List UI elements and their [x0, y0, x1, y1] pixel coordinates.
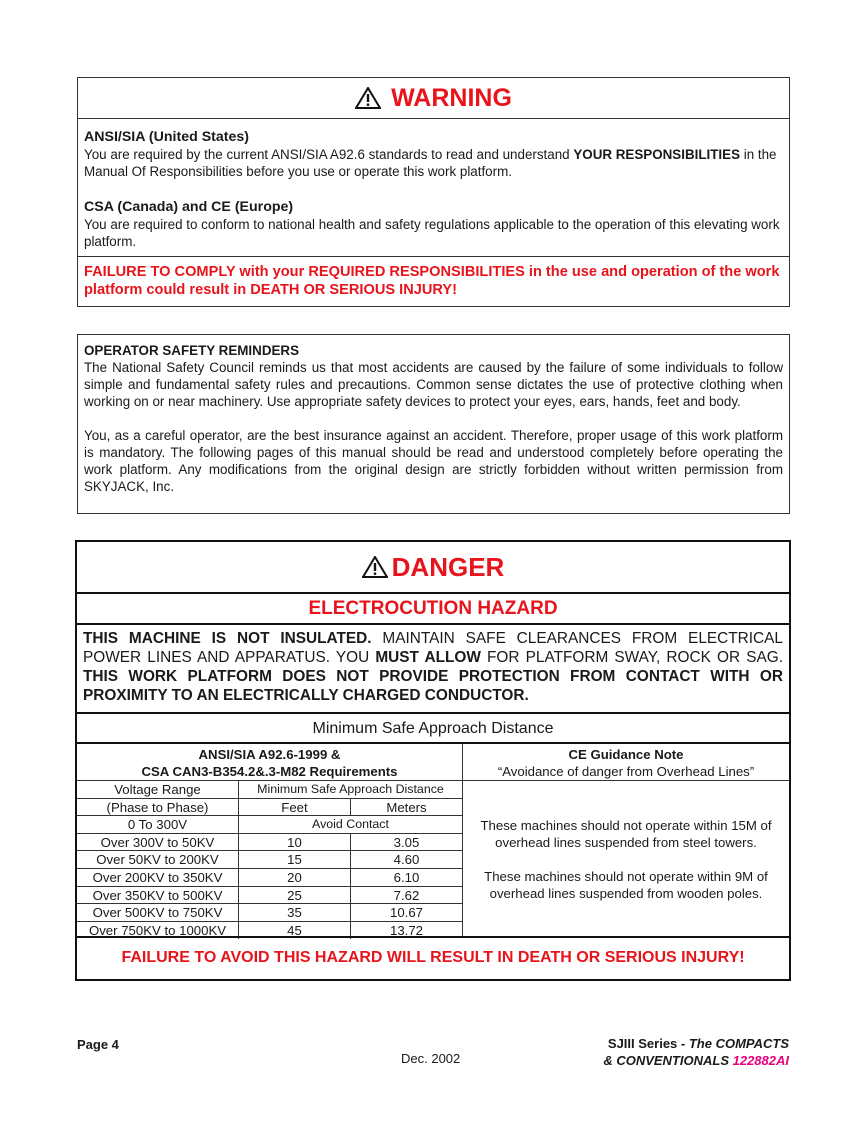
csa-heading: CSA (Canada) and CE (Europe): [84, 199, 294, 215]
ansi-csa-table: [77, 744, 462, 939]
ce-note-steel-towers: These machines should not operate within 15M of overhead lines suspended from steel towers.: [480, 818, 772, 850]
table-row: Over 500KV to 750KV 35 10.67: [77, 904, 462, 922]
table-row: Over 750KV to 1000KV 45 13.72: [77, 922, 462, 940]
danger-triangle-icon: [362, 556, 388, 578]
ce-note-wooden-poles: These machines should not operate within 9M of overhead lines suspended from wooden poles.: [484, 869, 768, 901]
ansi-heading: ANSI/SIA (United States): [84, 129, 250, 145]
reminders-heading: OPERATOR SAFETY REMINDERS: [84, 343, 300, 358]
ansi-csa-table-header: ANSI/SIA A92.6-1999 & CSA CAN3-B354.2&.3-M82 Requirements: [77, 744, 462, 781]
warning-title: WARNING: [391, 83, 512, 112]
warning-title-row: [78, 78, 789, 119]
table-header-row: (Phase to Phase) Feet Meters: [77, 799, 462, 817]
ce-guidance-header: CE Guidance Note “Avoidance of danger from Overhead Lines”: [463, 744, 789, 781]
danger-warning-text: THIS MACHINE IS NOT INSULATED. MAINTAIN SAFE CLEARANCES FROM ELECTRICAL POWER LINES AND APPARATUS. YOU MUST ALLOW FOR PLATFORM SWAY, ROCK OR SAG. THIS WORK PLATFORM DOES NOT PROVIDE PROTECTION FROM CONTACT WITH OR PROXIMITY TO AN ELECTRICALLY CHARGED CONDUCTOR.: [83, 630, 783, 704]
document-code: 122882AI: [732, 1053, 789, 1068]
footer-series: SJIII Series - The COMPACTS & CONVENTIONALS 122882AI: [603, 1036, 789, 1068]
ce-guidance-panel: [462, 744, 789, 938]
table-row: Over 200KV to 350KV 20 6.10: [77, 869, 462, 887]
safety-reminders-box: [77, 334, 790, 514]
warning-failure-text: FAILURE TO COMPLY with your REQUIRED RESPONSIBILITIES in the use and operation of the work platform could result in DEATH OR SERIOUS INJURY!: [78, 256, 789, 307]
warning-box: [77, 77, 790, 307]
ansi-text: You are required by the current ANSI/SIA A92.6 standards to read and understand YOUR RESPONSIBILITIES in the Manual Of Responsibilities before you use or operate this work platform.: [84, 147, 777, 179]
electrocution-hazard-heading: ELECTROCUTION HAZARD: [77, 594, 789, 625]
table-row: 0 To 300V Avoid Contact: [77, 816, 462, 834]
reminders-para-2: You, as a careful operator, are the best insurance against an accident. Therefore, proper usage of this work platform is mandatory. The following pages of this manual should be read and understood completely before operating the work platform. Any modifications from the original design are strictly forbidden without written permission from SKYJACK, Inc.: [84, 428, 783, 494]
page-number: Page 4: [77, 1037, 119, 1052]
danger-title: DANGER: [391, 551, 505, 582]
csa-section: [78, 198, 789, 250]
table-header-row: Voltage Range Minimum Safe Approach Distance: [77, 781, 462, 799]
ansi-section: [78, 128, 789, 180]
table-row: Over 300V to 50KV 10 3.05: [77, 834, 462, 852]
footer-date: Dec. 2002: [401, 1051, 461, 1066]
warning-triangle-icon: [355, 87, 381, 109]
table-row: Over 50KV to 200KV 15 4.60: [77, 851, 462, 869]
table-row: Over 350KV to 500KV 25 7.62: [77, 887, 462, 905]
msad-title: Minimum Safe Approach Distance: [77, 712, 789, 744]
reminders-para-1: The National Safety Council reminds us that most accidents are caused by the failure of some individuals to follow simple and fundamental safety rules and precautions. Common sense dictates the use of protective clothing when working on or near machinery. Use appropriate safety devices to protect your eyes, ears, hands, feet and body.: [84, 360, 783, 409]
danger-title-row: [77, 542, 789, 594]
danger-failure-text: FAILURE TO AVOID THIS HAZARD WILL RESULT IN DEATH OR SERIOUS INJURY!: [77, 936, 789, 979]
danger-box: [75, 540, 791, 981]
csa-text: You are required to conform to national health and safety regulations applicable to the operation of this elevating work platform.: [84, 217, 780, 249]
